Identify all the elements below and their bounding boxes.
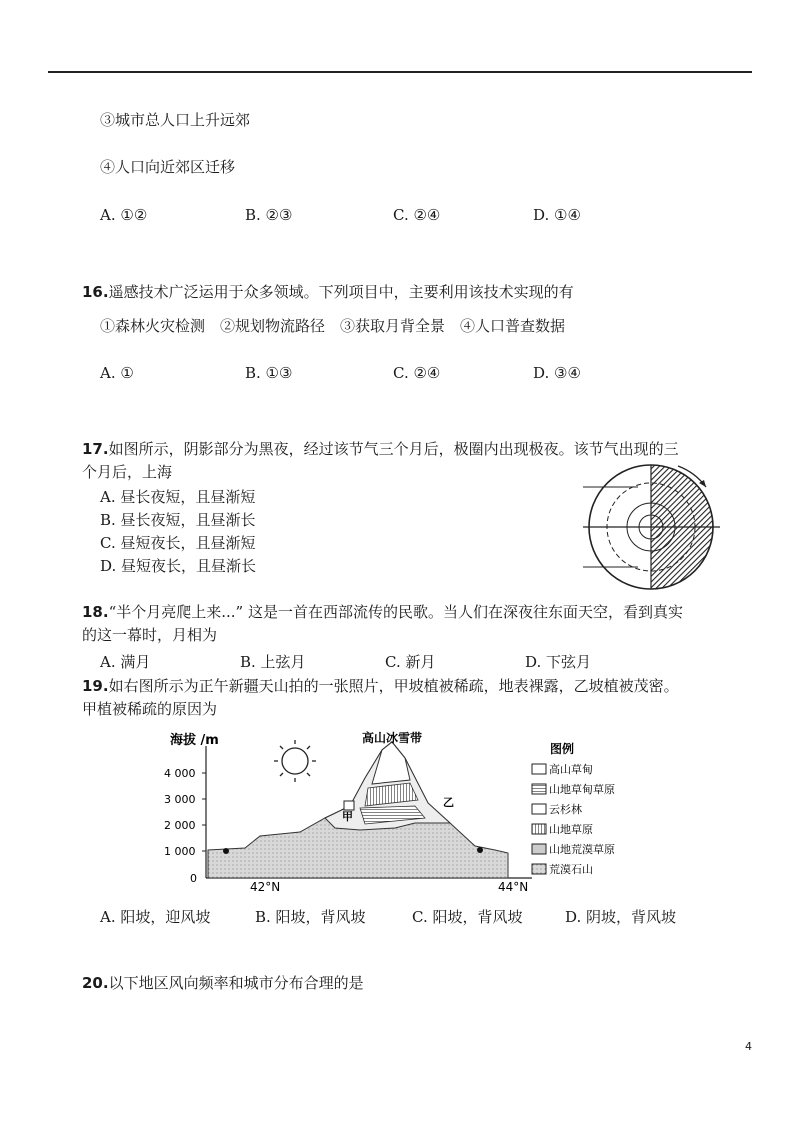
header-rule: [48, 71, 752, 73]
q19-stem-text: 如右图所示为正午新疆天山拍的一张照片，甲坡植被稀疏，地表裸露，乙坡植被茂密。: [108, 677, 679, 695]
q16-option-d[interactable]: D. ③④: [533, 364, 581, 382]
q17-option-b[interactable]: B. 昼长夜短，且昼渐长: [100, 511, 256, 529]
q16-items: ①森林火灾检测 ②规划物流路径 ③获取月背全景 ④人口普查数据: [100, 317, 566, 335]
legend-item: 荒漠石山: [549, 863, 593, 876]
q20-number: 20.: [82, 974, 109, 992]
q18-option-c[interactable]: C. 新月: [385, 653, 436, 671]
q16-option-c[interactable]: C. ②④: [393, 364, 441, 382]
legend-swatch-meadow-steppe: [532, 784, 546, 794]
q18-number: 18.: [82, 603, 109, 621]
city-marker: [477, 847, 483, 853]
peak-label: 高山冰雪带: [362, 731, 423, 745]
slope-jia-label: 甲: [342, 810, 353, 823]
legend-item: 云杉林: [549, 803, 582, 816]
q15-item-3: ③城市总人口上升远郊: [100, 111, 251, 129]
legend-swatch-spruce-forest: [532, 804, 546, 814]
q19-option-d[interactable]: D. 阴坡，背风坡: [565, 908, 677, 926]
legend-item: 山地荒漠草原: [549, 843, 615, 856]
q19-option-b[interactable]: B. 阳坡，背风坡: [255, 908, 366, 926]
legend-item: 高山草甸: [549, 763, 593, 776]
x-tick: 44°N: [498, 880, 529, 894]
q16-stem-text: 遥感技术广泛运用于众多领域。下列项目中，主要利用该技术实现的有: [108, 283, 574, 301]
q17-stem-line2: 个月后，上海: [82, 463, 173, 481]
arrowhead-icon: [699, 480, 706, 487]
q16-option-a[interactable]: A. ①: [100, 364, 134, 382]
q15-option-d[interactable]: D. ①④: [533, 206, 581, 224]
legend-item: 山地草原: [549, 823, 593, 836]
q16-number: 16.: [82, 283, 109, 301]
q17-stem-line1: [82, 439, 679, 459]
q17-option-a[interactable]: A. 昼长夜短，且昼渐短: [100, 488, 256, 506]
legend: [532, 762, 615, 876]
y-tick: 4 000: [164, 767, 196, 780]
y-tick: 3 000: [164, 793, 196, 806]
q16-option-b[interactable]: B. ①③: [245, 364, 293, 382]
q16-stem: [82, 282, 574, 302]
y-tick: 1 000: [164, 845, 196, 858]
q20-stem-text: 以下地区风向频率和城市分布合理的是: [108, 974, 364, 992]
sun-icon: [274, 740, 316, 782]
page-number: 4: [745, 1040, 752, 1053]
q17-earth-diagram: [578, 462, 728, 592]
y-tick: 0: [190, 872, 197, 885]
q18-option-b[interactable]: B. 上弦月: [240, 653, 306, 671]
legend-title: 图例: [550, 742, 575, 756]
legend-swatch-desert-rock: [532, 864, 546, 874]
legend-swatch-alpine-meadow: [532, 764, 546, 774]
q19-number: 19.: [82, 677, 109, 695]
y-axis-label: 海拔 /m: [170, 733, 219, 748]
q15-item-4: ④人口向近郊区迁移: [100, 158, 236, 176]
q17-option-c[interactable]: C. 昼短夜长，且昼渐短: [100, 534, 256, 552]
q19-option-a[interactable]: A. 阳坡，迎风坡: [100, 908, 211, 926]
q18-option-a[interactable]: A. 满月: [100, 653, 151, 671]
q15-option-a[interactable]: A. ①②: [100, 206, 148, 224]
q15-option-b[interactable]: B. ②③: [245, 206, 293, 224]
legend-swatch-mountain-steppe: [532, 824, 546, 834]
q20-stem: [82, 973, 364, 993]
q18-option-d[interactable]: D. 下弦月: [525, 653, 592, 671]
legend-swatch-desert-steppe: [532, 844, 546, 854]
x-tick: 42°N: [250, 880, 281, 894]
q19-stem-line1: [82, 676, 679, 696]
alpine-ice-snow-zone: [372, 742, 410, 784]
q15-option-c[interactable]: C. ②④: [393, 206, 441, 224]
q17-number: 17.: [82, 440, 109, 458]
q19-option-c[interactable]: C. 阳坡，背风坡: [412, 908, 523, 926]
q18-stem-line1: [82, 602, 683, 622]
slope-jia-marker: [344, 801, 354, 810]
city-marker: [223, 848, 229, 854]
y-tick: 2 000: [164, 819, 196, 832]
q19-stem-line2: 甲植被稀疏的原因为: [82, 700, 218, 718]
q18-stem-text: “半个月亮爬上来...” 这是一首在西部流传的民歌。当人们在深夜往东面天空，看到真实: [108, 603, 683, 621]
q18-stem-line2: 的这一幕时，月相为: [82, 626, 218, 644]
q19-tianshan-profile: [160, 728, 650, 896]
q17-stem-text: 如图所示，阴影部分为黑夜，经过该节气三个月后，极圈内出现极夜。该节气出现的三: [108, 440, 679, 458]
legend-item: 山地草甸草原: [549, 783, 615, 796]
q17-option-d[interactable]: D. 昼短夜长，且昼渐长: [100, 557, 257, 575]
slope-yi-label: 乙: [443, 796, 454, 809]
